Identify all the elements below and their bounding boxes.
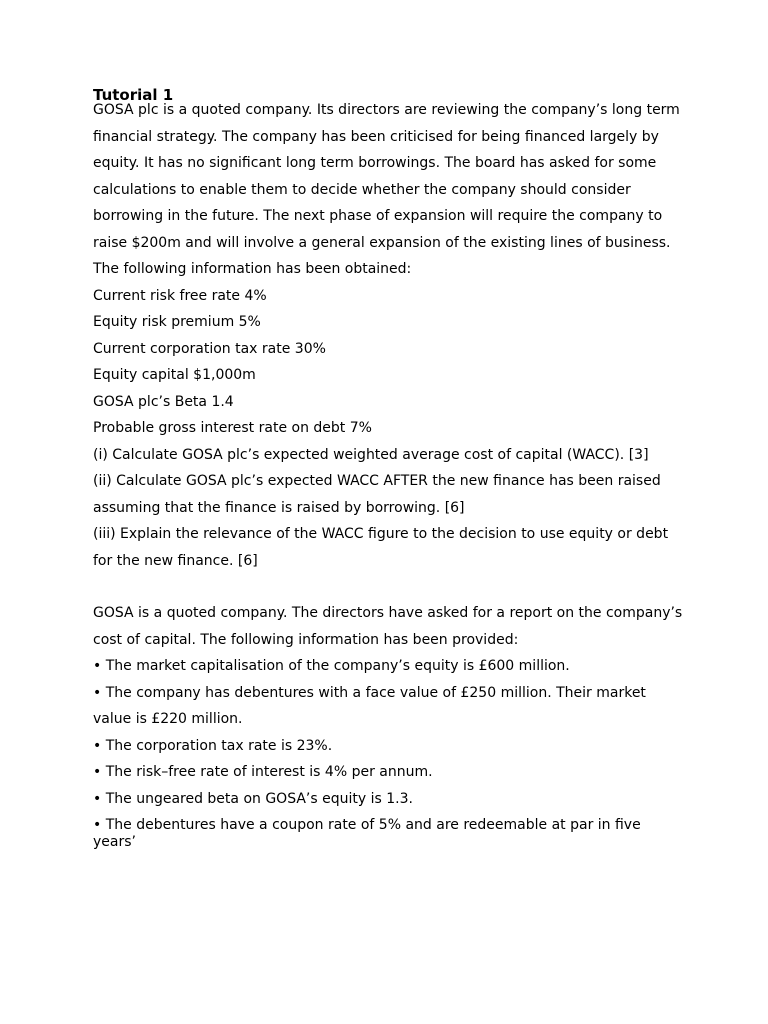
paragraph: GOSA is a quoted company. The directors have asked for a report on the company’s (93, 605, 683, 621)
paragraph: financial strategy. The company has been criticised for being financed largely by (93, 128, 659, 145)
question: (iii) Explain the relevance of the WACC figure to the decision to use equity or debt (93, 526, 669, 542)
question: assuming that the finance is raised by borrowing. [6] (93, 499, 465, 516)
info-line: Probable gross interest rate on debt 7% (93, 420, 372, 436)
paragraph: equity. It has no significant long term borrowings. The board has asked for some (93, 155, 657, 171)
bullet-item: • The ungeared beta on GOSA’s equity is 1.3. (93, 790, 413, 807)
section-gap (93, 579, 683, 605)
paragraph: borrowing in the future. The next phase of expansion will require the company to (93, 208, 663, 224)
paragraph: GOSA plc is a quoted company. Its directors are reviewing the company’s long term (93, 102, 680, 118)
bullet-item: • The corporation tax rate is 23%. (93, 737, 333, 754)
paragraph: The following information has been obtained: (93, 261, 412, 277)
question: (i) Calculate GOSA plc’s expected weighted average cost of capital (WACC). [3] (93, 446, 649, 463)
page-title: Tutorial 1 (93, 86, 174, 104)
info-line: Equity capital $1,000m (93, 367, 256, 383)
question: for the new finance. [6] (93, 552, 258, 569)
document-page (93, 86, 683, 861)
bullet-item: • The company has debentures with a face value of £250 million. Their market (93, 684, 646, 701)
bullet-item: value is £220 million. (93, 711, 243, 727)
paragraph: calculations to enable them to decide whether the company should consider (93, 181, 631, 198)
info-line: GOSA plc’s Beta 1.4 (93, 393, 234, 410)
paragraph: cost of capital. The following information has been provided: (93, 631, 519, 648)
bullet-item: • The risk–free rate of interest is 4% per annum. (93, 764, 433, 780)
paragraph: raise $200m and will involve a general expansion of the existing lines of business. (93, 234, 671, 251)
info-line: Current corporation tax rate 30% (93, 340, 326, 357)
bullet-item: • The debentures have a coupon rate of 5% and are redeemable at par in five years’ (93, 817, 641, 850)
info-line: Equity risk premium 5% (93, 314, 261, 330)
question: (ii) Calculate GOSA plc’s expected WACC AFTER the new finance has been raised (93, 473, 661, 489)
info-line: Current risk free rate 4% (93, 287, 267, 304)
bullet-item: • The market capitalisation of the company’s equity is £600 million. (93, 658, 570, 674)
